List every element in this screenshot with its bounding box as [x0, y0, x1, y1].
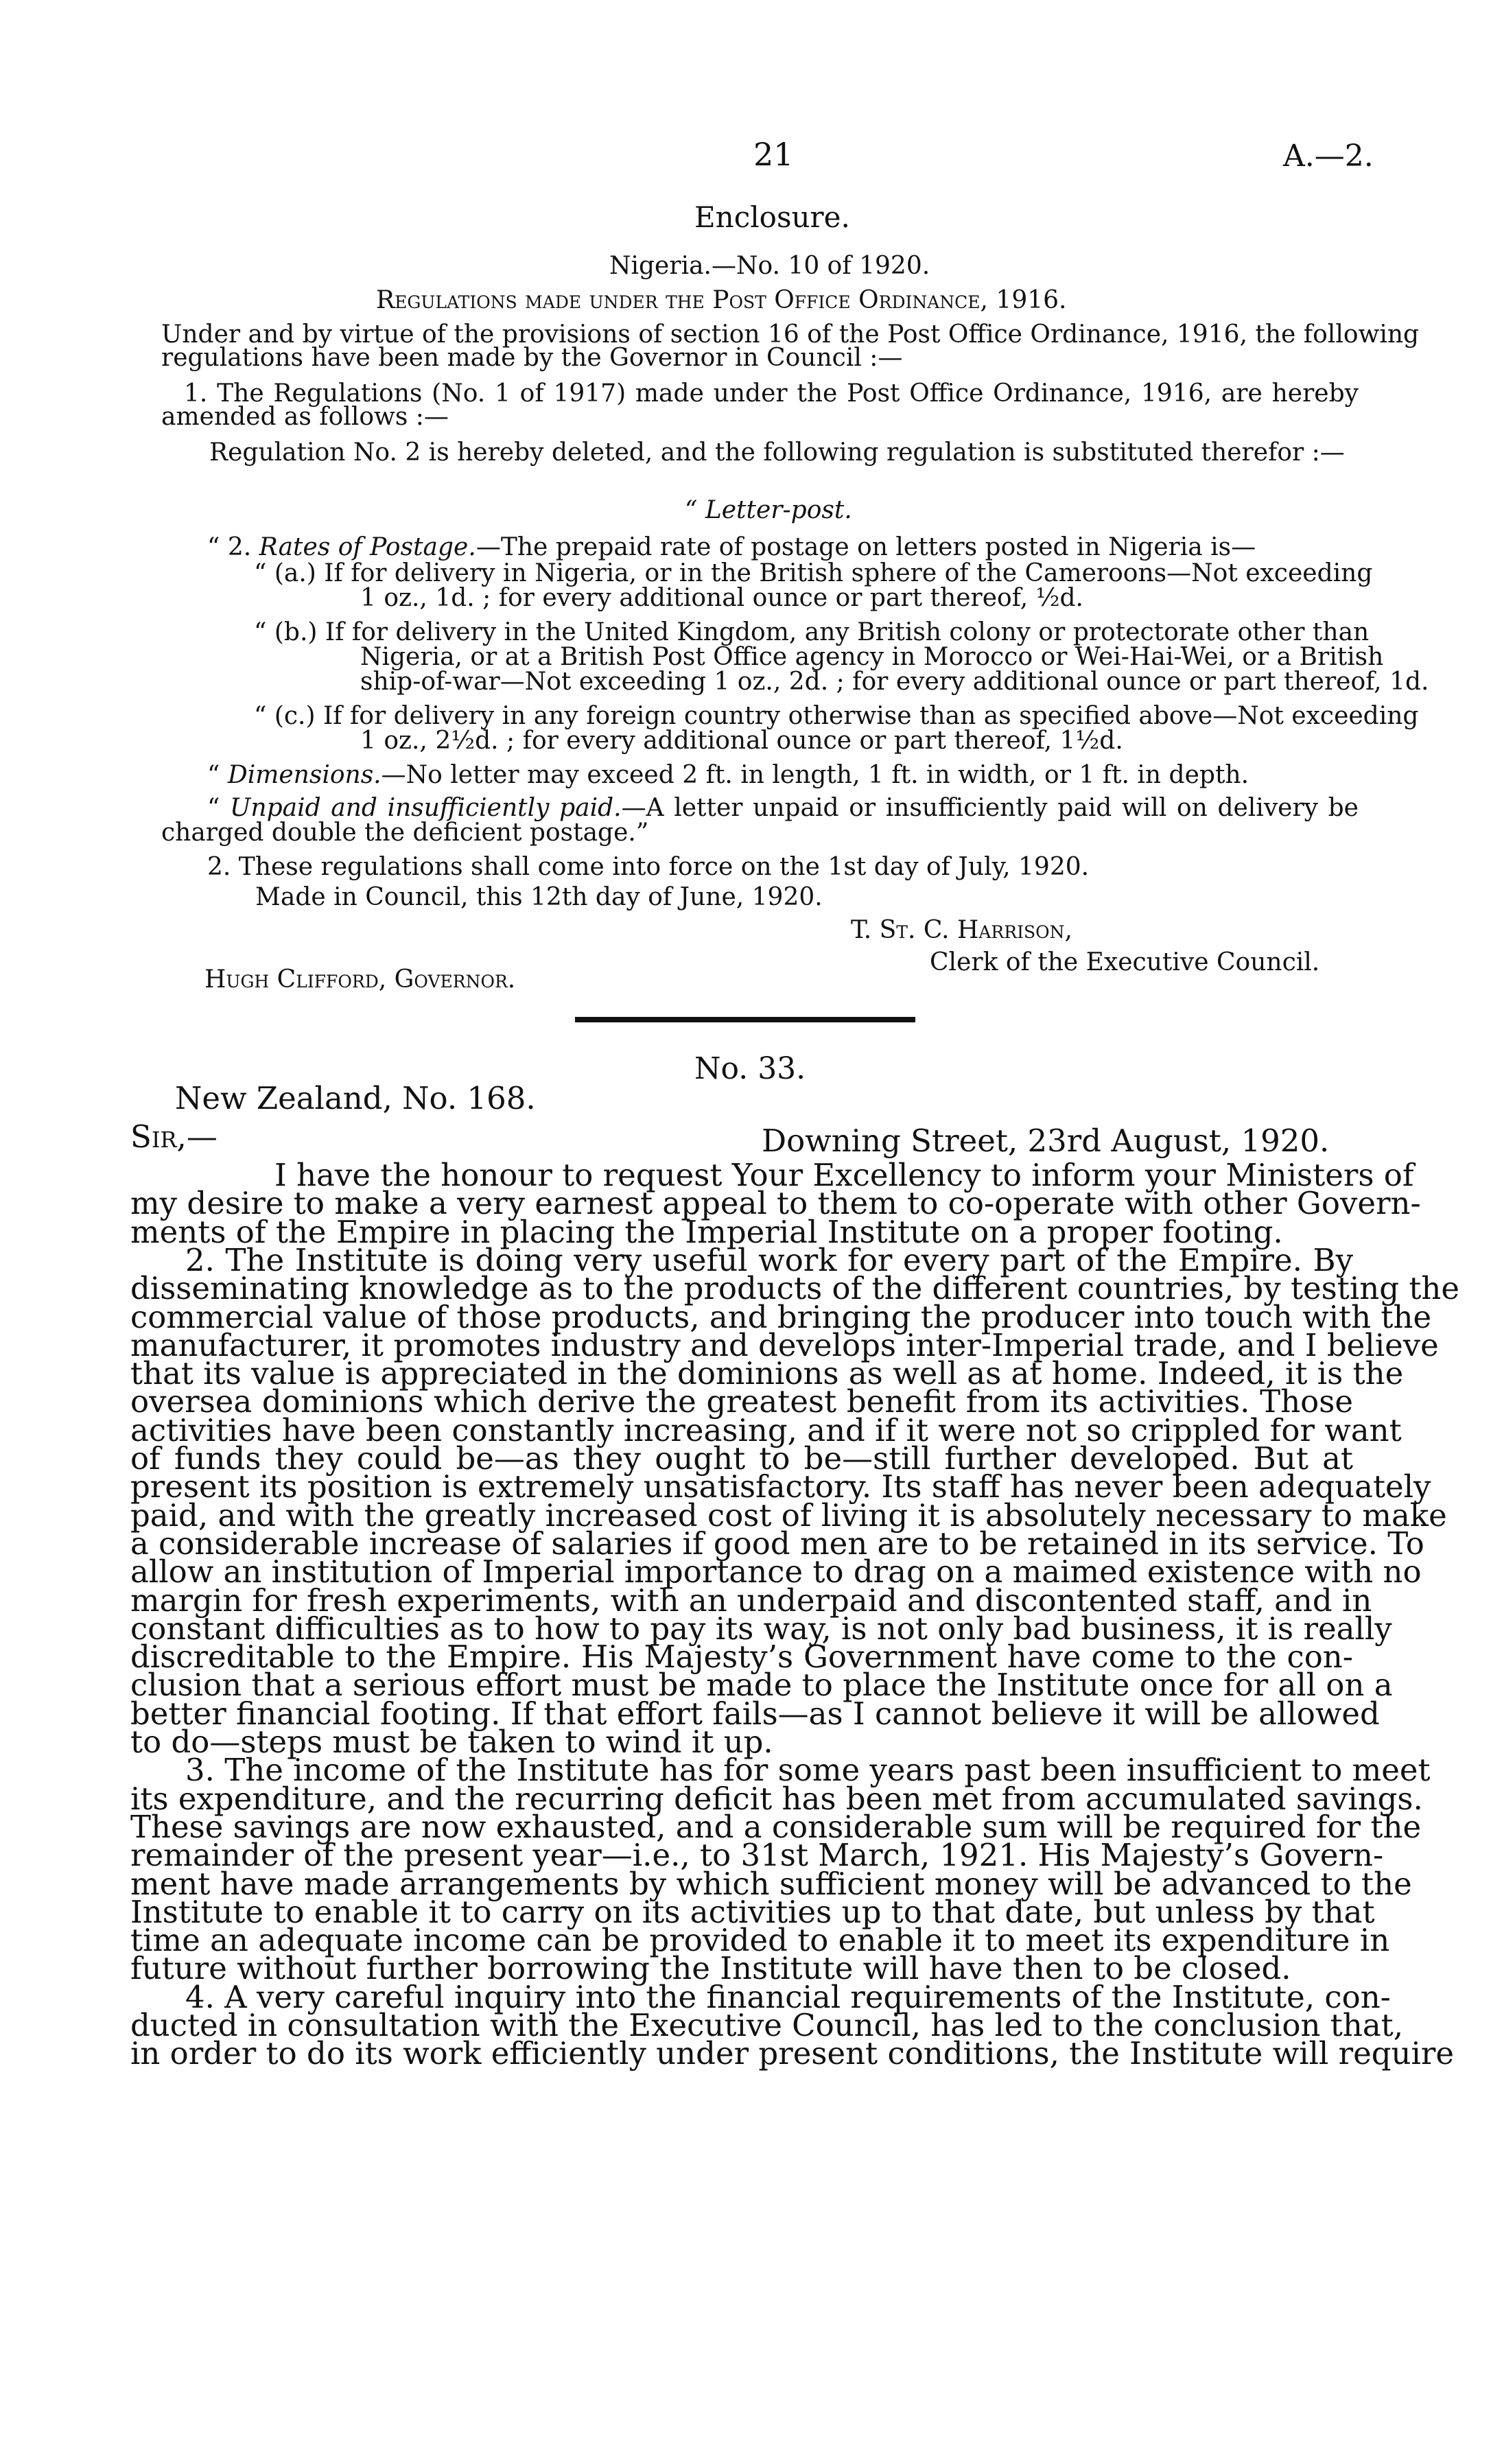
- address-date: Downing Street, 23rd August, 1920.: [762, 1123, 1330, 1159]
- signatory-title: Clerk of the Executive Council.: [930, 948, 1320, 976]
- amendment-line-2: amended as follows :—: [161, 403, 449, 431]
- rate-a-line-2: 1 oz., 1d. ; for every additional ounce or part thereof, ½d.: [360, 584, 1084, 612]
- letter-body-line: disseminating knowledge as to the products of the different countries, by testing the: [130, 1270, 1460, 1306]
- letter-body-line: that its value is appreciated in the dominions as well as at home. Indeed, it is the: [130, 1355, 1404, 1392]
- letter-body-line: 3. The income of the Institute has for some years past been insufficient to meet: [185, 1752, 1431, 1788]
- section-divider: [575, 1017, 915, 1022]
- letter-body-line: discreditable to the Empire. His Majesty’s Government have come to the con-: [130, 1639, 1353, 1675]
- rates-of-postage: “ 2. Rates of Postage.—The prepaid rate of postage on letters posted in Nigeria is—: [207, 533, 1256, 561]
- letter-body-line: a considerable increase of salaries if good men are to be retained in its service. To: [130, 1525, 1424, 1562]
- rate-a-line-1: “ (a.) If for delivery in Nigeria, or in the British sphere of the Cameroons—Not exceeding: [254, 559, 1373, 587]
- letter-body-line: future without further borrowing the Institute will have then to be closed.: [130, 1950, 1291, 1986]
- rate-b-line-2: Nigeria, or at a British Post Office agency in Morocco or Wei-Hai-Wei, or a British: [360, 643, 1384, 671]
- letter-body-line: ment have made arrangements by which sufficient money will be advanced to the: [130, 1866, 1412, 1902]
- signatory-name: T. St. C. Harrison,: [851, 916, 1072, 944]
- letter-body-line: time an adequate income can be provided to enable it to meet its expenditure in: [130, 1922, 1390, 1958]
- letter-body-line: 4. A very careful inquiry into the financial requirements of the Institute, con-: [185, 1979, 1391, 2015]
- letter-body-line: margin for fresh experiments, with an underpaid and discontented staff, and in: [130, 1582, 1372, 1619]
- letter-post-heading: “ Letter-post.: [685, 496, 852, 524]
- letter-body-line: clusion that a serious effort must be made to place the Institute once for all on a: [130, 1667, 1393, 1703]
- series-reference: A.—2.: [1283, 139, 1374, 174]
- made-in-council: Made in Council, this 12th day of June, 1920.: [255, 883, 823, 911]
- letter-body-line: better financial footing. If that effort fails—as I cannot believe it will be allowed: [130, 1696, 1380, 1732]
- regulations-heading: Regulations made under the Post Office Ordinance, 1916.: [376, 286, 1067, 314]
- unpaid-rule-line-2: charged double the deficient postage.”: [161, 819, 649, 847]
- letter-body-line: These savings are now exhausted, and a considerable sum will be required for the: [130, 1809, 1422, 1845]
- page-number: 21: [753, 136, 794, 173]
- letter-body-line: Institute to enable it to carry on its activities up to that date, but unless by that: [130, 1894, 1375, 1930]
- salutation: Sir,—: [130, 1118, 218, 1155]
- letter-body-line: oversea dominions which derive the greatest benefit from its activities. Those: [130, 1383, 1353, 1420]
- letter-body-line: allow an institution of Imperial importance to drag on a maimed existence with no: [130, 1553, 1422, 1590]
- letter-body-line: my desire to make a very earnest appeal to them to co-operate with other Govern-: [130, 1185, 1421, 1221]
- letter-body-line: of funds they could be—as they ought to be—still further developed. But at: [130, 1440, 1353, 1477]
- enclosure-title: Enclosure.: [694, 200, 850, 234]
- rate-c-line-1: “ (c.) If for delivery in any foreign country otherwise than as specified above—Not exceeding: [254, 702, 1419, 730]
- substitution-paragraph: Regulation No. 2 is hereby deleted, and the following regulation is substituted therefor :—: [209, 438, 1345, 467]
- amendment-line-1: 1. The Regulations (No. 1 of 1917) made under the Post Office Ordinance, 1916, are hereby: [184, 379, 1359, 408]
- rate-b-line-3: ship-of-war—Not exceeding 1 oz., 2d. ; for every additional ounce or part thereof, 1d.: [360, 668, 1429, 696]
- letter-body-line: remainder of the present year—i.e., to 31st March, 1921. His Majesty’s Govern-: [130, 1837, 1384, 1873]
- dimensions-rule: “ Dimensions.—No letter may exceed 2 ft. in length, 1 ft. in width, or 1 ft. in depth.: [207, 761, 1249, 789]
- letter-body-line: present its position is extremely unsatisfactory. Its staff has never been adequately: [130, 1468, 1431, 1505]
- letter-body-line: its expenditure, and the recurring deficit has been met from accumulated savings.: [130, 1781, 1423, 1817]
- letter-body-line: ducted in consultation with the Executive Council, has led to the conclusion that,: [130, 2007, 1404, 2043]
- dispatch-reference: New Zealand, No. 168.: [175, 1080, 536, 1116]
- letter-body-line: in order to do its work efficiently under present conditions, the Institute will require: [130, 2035, 1455, 2072]
- letter-body-line: constant difficulties as to how to pay its way, is not only bad business, it is really: [130, 1610, 1392, 1647]
- rate-c-line-2: 1 oz., 2½d. ; for every additional ounce or part thereof, 1½d.: [360, 727, 1123, 755]
- letter-body-line: ments of the Empire in placing the Imperial Institute on a proper footing.: [130, 1214, 1283, 1250]
- regulations-preamble-line-1: Under and by virtue of the provisions of section 16 of the Post Office Ordinance, 1916, the following: [161, 320, 1420, 349]
- rate-b-line-1: “ (b.) If for delivery in the United Kingdom, any British colony or protectorate other than: [254, 618, 1370, 646]
- regulations-preamble-line-2: regulations have been made by the Governor in Council :—: [161, 344, 903, 372]
- letter-body-line: commercial value of those products, and bringing the producer into touch with the: [130, 1299, 1432, 1335]
- governor-signature: Hugh Clifford, Governor.: [204, 965, 516, 994]
- letter-body-line: activities have been constantly increasing, and if it were not so crippled for want: [130, 1412, 1402, 1448]
- letter-body-line: 2. The Institute is doing very useful work for every part of the Empire. By: [185, 1242, 1353, 1278]
- letter-body-line: paid, and with the greatly increased cost of living it is absolutely necessary to make: [130, 1497, 1447, 1534]
- letter-body-line: manufacturer, it promotes industry and develops inter-Imperial trade, and I believe: [130, 1327, 1439, 1363]
- letter-body-line: to do—steps must be taken to wind it up.: [130, 1724, 773, 1760]
- dispatch-number: No. 33.: [694, 1051, 806, 1086]
- letter-body-line: I have the honour to request Your Excellency to inform your Ministers of: [274, 1157, 1414, 1193]
- enclosure-reference: Nigeria.—No. 10 of 1920.: [609, 252, 930, 280]
- unpaid-rule-line-1: “ Unpaid and insufficiently paid.—A letter unpaid or insufficiently paid will on delivery be: [207, 794, 1359, 822]
- commencement-clause: 2. These regulations shall come into force on the 1st day of July, 1920.: [207, 853, 1090, 881]
